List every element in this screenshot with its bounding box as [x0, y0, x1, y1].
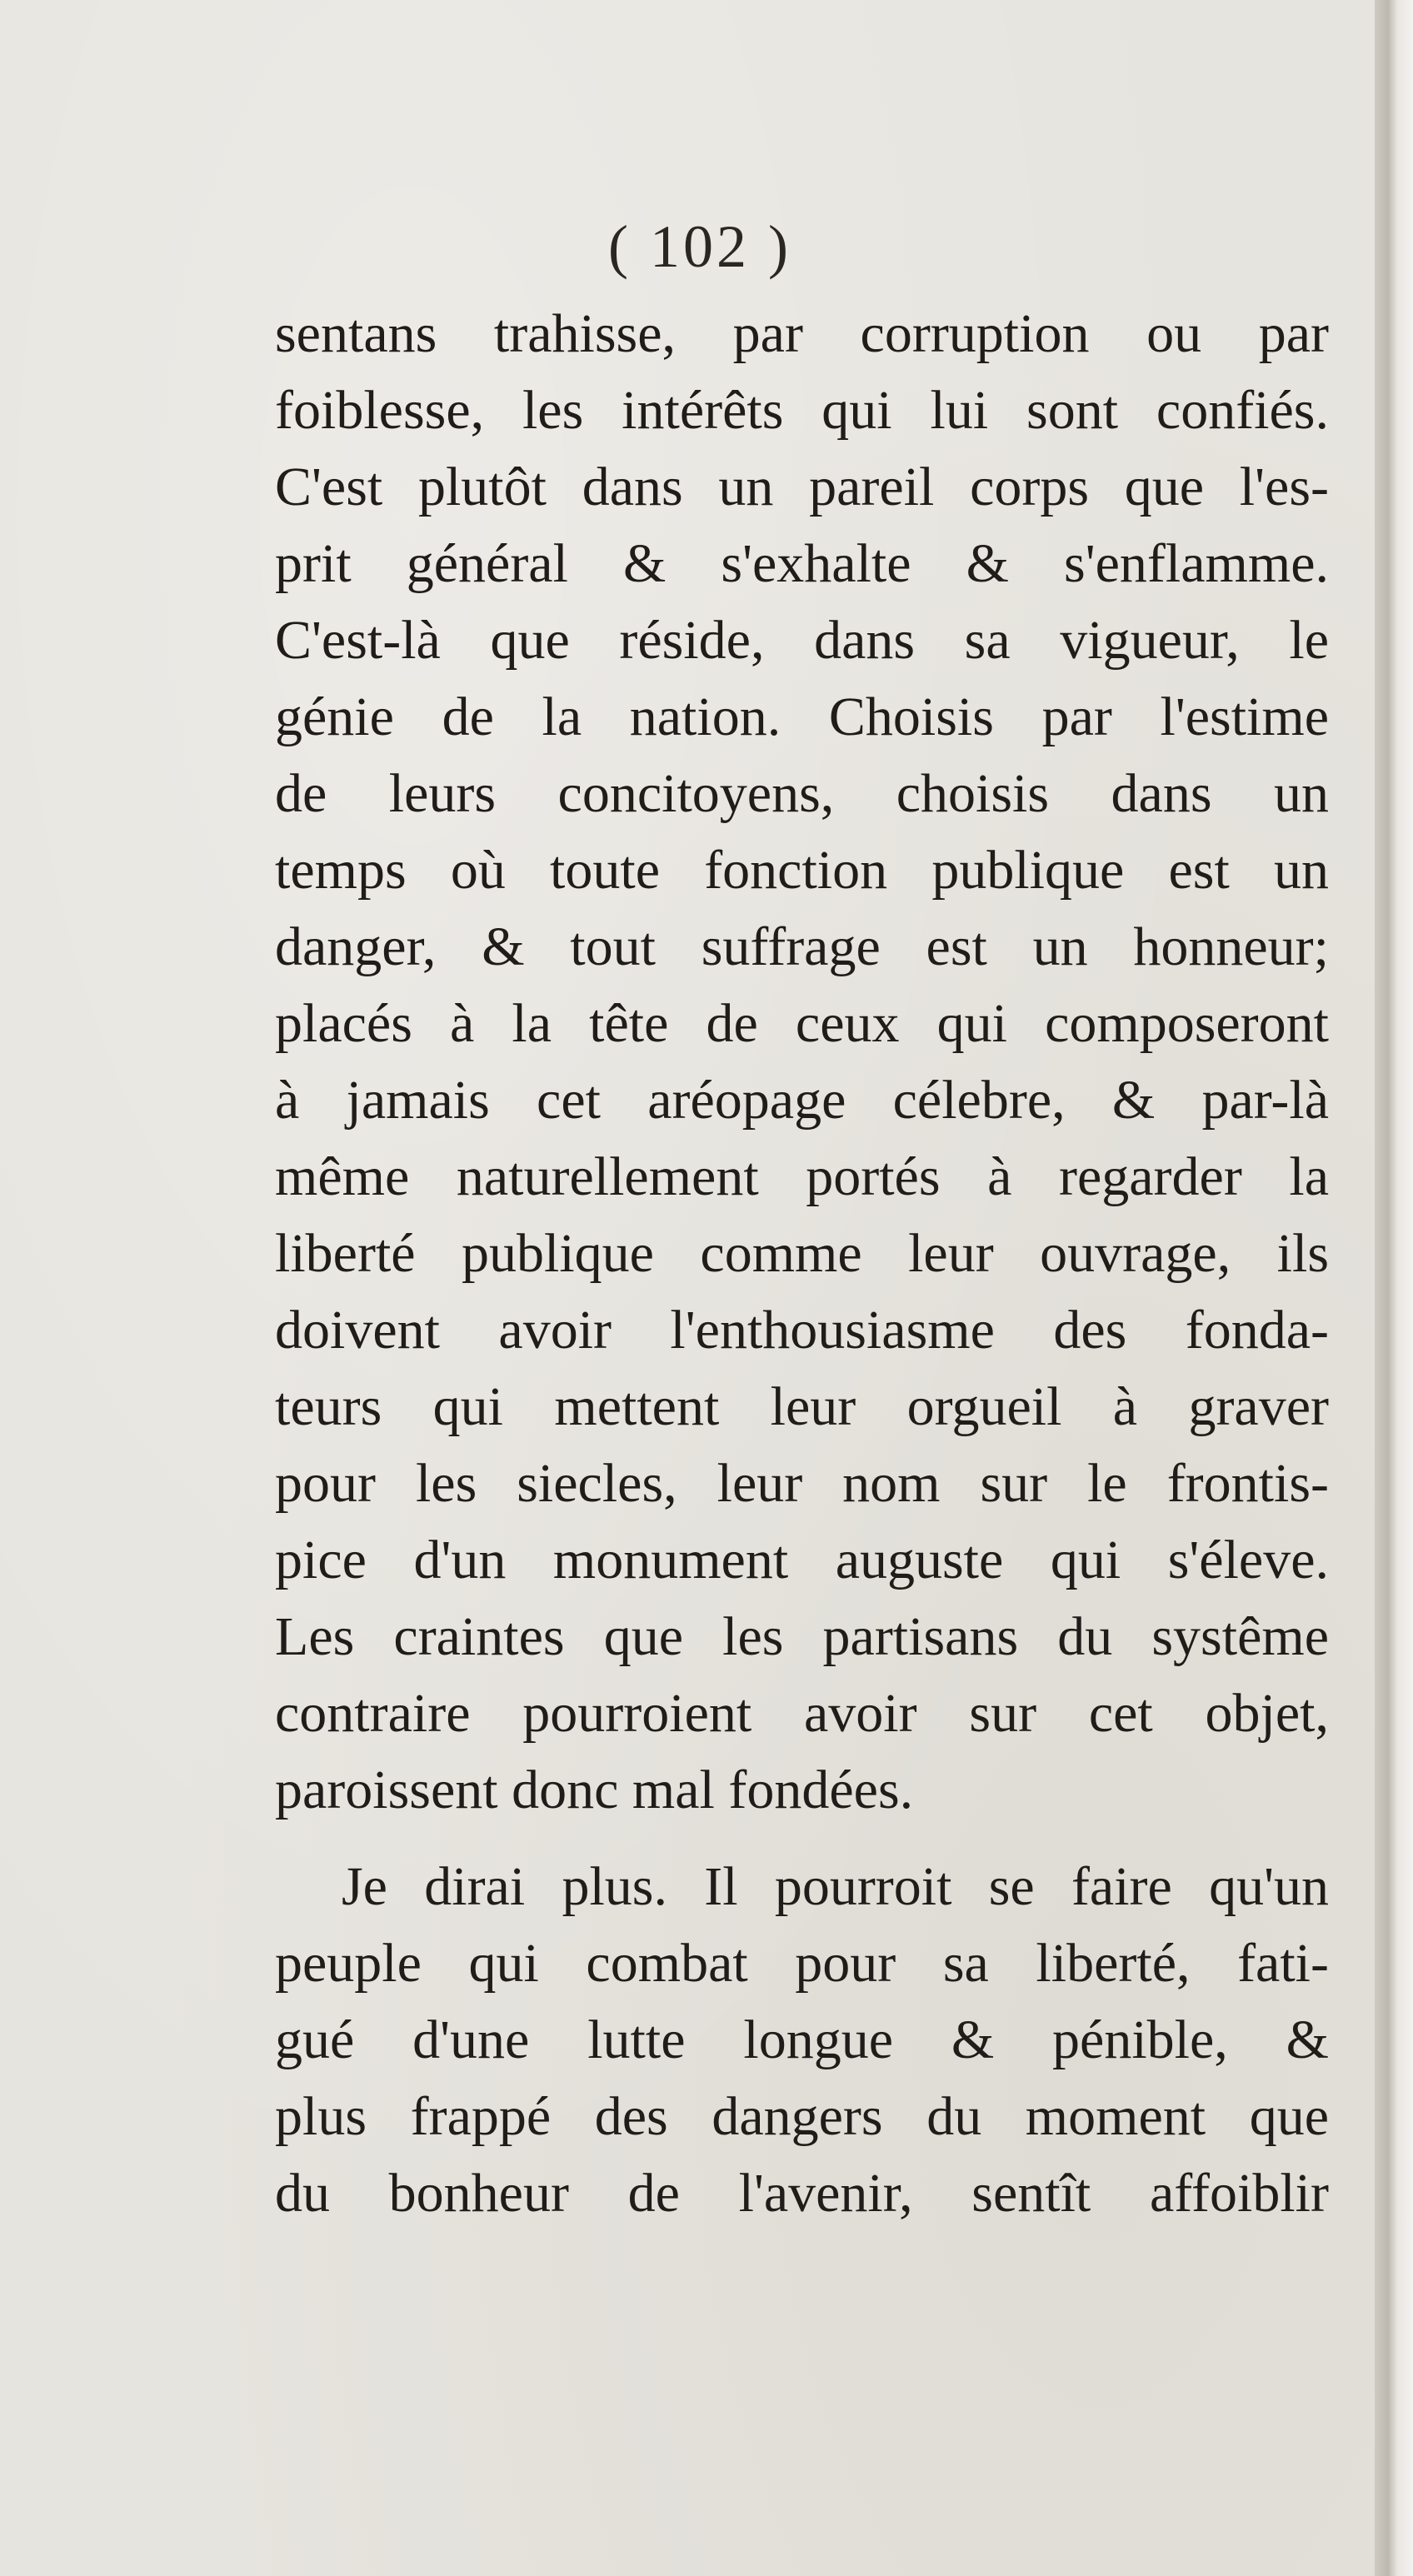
text-line: peuple qui combat pour sa liberté, fati- — [275, 1933, 1329, 1994]
text-line: prit général & s'exhalte & s'enflamme. — [275, 533, 1329, 594]
text-line: paroissent donc mal fondées. — [275, 1760, 914, 1820]
text-line: pour les siecles, leur nom sur le frontis- — [275, 1453, 1329, 1514]
text-line: Je dirai plus. Il pourroit se faire qu'un — [342, 1856, 1329, 1917]
paragraph-1 — [275, 296, 1329, 1829]
text-line: du bonheur de l'avenir, sentît affoiblir — [275, 2163, 1329, 2224]
text-line: génie de la nation. Choisis par l'estime — [275, 686, 1329, 747]
text-line: même naturellement portés à regarder la — [275, 1146, 1329, 1207]
text-line: C'est-là que réside, dans sa vigueur, le — [275, 610, 1329, 671]
text-line: sentans trahisse, par corruption ou par — [275, 303, 1329, 364]
text-line: danger, & tout suffrage est un honneur; — [275, 916, 1329, 977]
body-text — [275, 296, 1329, 2232]
text-line: C'est plutôt dans un pareil corps que l'es- — [275, 457, 1329, 517]
text-line: foiblesse, les intérêts qui lui sont confiés. — [275, 380, 1329, 441]
text-line: de leurs concitoyens, choisis dans un — [275, 763, 1329, 824]
text-line: placés à la tête de ceux qui composeront — [275, 993, 1329, 1054]
text-line: Les craintes que les partisans du systême — [275, 1606, 1329, 1667]
text-line: doivent avoir l'enthousiasme des fonda- — [275, 1300, 1329, 1360]
text-line: à jamais cet aréopage célebre, & par-là — [275, 1070, 1329, 1131]
text-line: temps où toute fonction publique est un — [275, 840, 1329, 901]
text-line: pice d'un monument auguste qui s'éleve. — [275, 1530, 1329, 1590]
page-number: ( 102 ) — [608, 213, 791, 280]
text-line: plus frappé des dangers du moment que — [275, 2086, 1329, 2147]
text-line: teurs qui mettent leur orgueil à graver — [275, 1376, 1329, 1437]
paragraph-gap — [275, 1829, 1329, 1849]
text-line: liberté publique comme leur ouvrage, ils — [275, 1223, 1329, 1284]
text-line: contraire pourroient avoir sur cet objet, — [275, 1683, 1329, 1744]
page-gutter — [1375, 0, 1413, 2576]
text-line: gué d'une lutte longue & pénible, & — [275, 2009, 1329, 2070]
paragraph-2 — [275, 1849, 1329, 2232]
